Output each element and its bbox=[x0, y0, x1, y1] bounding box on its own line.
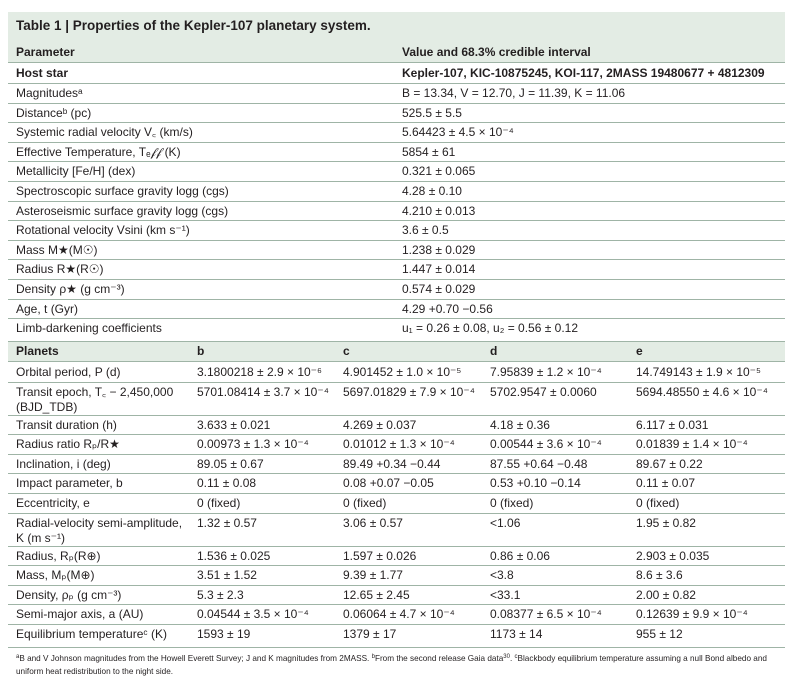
planet-e-value: 955 ± 12 bbox=[636, 627, 683, 641]
planet-d-value: 4.18 ± 0.36 bbox=[490, 418, 550, 432]
host-row-parameter: Asteroseismic surface gravity logg (cgs) bbox=[16, 204, 229, 218]
planet-b-value: 3.633 ± 0.021 bbox=[197, 418, 271, 432]
planet-e-value: 6.117 ± 0.031 bbox=[636, 418, 709, 432]
planet-row-parameter: Orbital period, P (d) bbox=[16, 365, 121, 379]
planet-e-value: 0 (fixed) bbox=[636, 496, 680, 510]
planet-c-value: 4.269 ± 0.037 bbox=[343, 418, 417, 432]
footnote-c-mark: c bbox=[514, 654, 518, 660]
planet-e-value: 14.749143 ± 1.9 × 10⁻⁵ bbox=[636, 365, 761, 379]
planet-row-parameter: Impact parameter, b bbox=[16, 476, 123, 490]
planet-d-value: 0.86 ± 0.06 bbox=[490, 549, 550, 563]
planet-c-value: 1.597 ± 0.026 bbox=[343, 549, 417, 563]
planet-e-value: 5694.48550 ± 4.6 × 10⁻⁴ bbox=[636, 385, 768, 399]
planet-d-value: 87.55 +0.64 −0.48 bbox=[490, 457, 588, 471]
planet-d-value: <33.1 bbox=[490, 588, 521, 602]
planet-row-parameter: Density, ρₚ (g cm⁻³) bbox=[16, 588, 122, 602]
planet-d-value: 7.95839 ± 1.2 × 10⁻⁴ bbox=[490, 365, 602, 379]
footnote-b-end: . bbox=[509, 654, 513, 663]
planet-row-rule bbox=[8, 382, 785, 383]
host-row-value: 4.29 +0.70 −0.56 bbox=[402, 302, 493, 316]
planet-c-value: 9.39 ± 1.77 bbox=[343, 568, 403, 582]
planet-row-parameter: Mass, Mₚ(M⊕) bbox=[16, 568, 95, 582]
planet-c-value: 12.65 ± 2.45 bbox=[343, 588, 410, 602]
host-row-rule bbox=[8, 259, 785, 260]
planets-band bbox=[8, 341, 785, 361]
host-row-rule bbox=[8, 279, 785, 280]
planet-row-parameter-cont: K (m s⁻¹) bbox=[16, 531, 65, 545]
column-header-value: Value and 68.3% credible interval bbox=[402, 45, 591, 59]
planet-d-value: 0.08377 ± 6.5 × 10⁻⁴ bbox=[490, 607, 602, 621]
planet-column-e: e bbox=[636, 344, 643, 358]
host-row-value: 4.28 ± 0.10 bbox=[402, 184, 462, 198]
planet-row-parameter-cont: (BJD_TDB) bbox=[16, 400, 78, 414]
host-row-rule bbox=[8, 103, 785, 104]
planets-rule-top bbox=[8, 341, 785, 342]
planet-e-value: 1.95 ± 0.82 bbox=[636, 516, 696, 530]
planet-d-value: 0.53 +0.10 −0.14 bbox=[490, 476, 581, 490]
planet-b-value: 0.04544 ± 3.5 × 10⁻⁴ bbox=[197, 607, 309, 621]
planet-c-value: 1379 ± 17 bbox=[343, 627, 397, 641]
host-row-rule bbox=[8, 181, 785, 182]
footnote-c: Blackbody equilibrium temperature assuming a null Bond albedo and uniform heat redistribution to the night side. bbox=[16, 654, 767, 676]
planet-row-rule bbox=[8, 493, 785, 494]
planet-e-value: 2.00 ± 0.82 bbox=[636, 588, 696, 602]
planet-b-value: 1.536 ± 0.025 bbox=[197, 549, 271, 563]
planet-b-value: 89.05 ± 0.67 bbox=[197, 457, 264, 471]
planet-b-value: 0.00973 ± 1.3 × 10⁻⁴ bbox=[197, 437, 309, 451]
planet-b-value: 3.51 ± 1.52 bbox=[197, 568, 257, 582]
host-row-parameter: Radius R★(R☉) bbox=[16, 262, 104, 276]
planet-row-rule bbox=[8, 434, 785, 435]
host-row-parameter: Age, t (Gyr) bbox=[16, 302, 79, 316]
host-row-value: 5854 ± 61 bbox=[402, 145, 456, 159]
host-row-parameter: Mass M★(M☉) bbox=[16, 243, 98, 257]
planet-d-value: <1.06 bbox=[490, 516, 521, 530]
host-row-parameter: Metallicity [Fe/H] (dex) bbox=[16, 164, 136, 178]
host-row-parameter: Spectroscopic surface gravity logg (cgs) bbox=[16, 184, 229, 198]
planet-c-value: 0.06064 ± 4.7 × 10⁻⁴ bbox=[343, 607, 455, 621]
host-row-value: 1.238 ± 0.029 bbox=[402, 243, 476, 257]
host-row-parameter: Distanceᵇ (pc) bbox=[16, 106, 92, 120]
host-star-label: Host star bbox=[16, 66, 69, 80]
planet-b-value: 5.3 ± 2.3 bbox=[197, 588, 244, 602]
planet-d-value: 0.00544 ± 3.6 × 10⁻⁴ bbox=[490, 437, 602, 451]
planets-label: Planets bbox=[16, 344, 59, 358]
planet-c-value: 5697.01829 ± 7.9 × 10⁻⁴ bbox=[343, 385, 475, 399]
planet-column-d: d bbox=[490, 344, 498, 358]
planet-row-rule bbox=[8, 565, 785, 566]
planet-b-value: 1593 ± 19 bbox=[197, 627, 251, 641]
planet-row-parameter: Equilibrium temperatureᶜ (K) bbox=[16, 627, 167, 641]
host-row-value: 0.574 ± 0.029 bbox=[402, 282, 476, 296]
planet-e-value: 8.6 ± 3.6 bbox=[636, 568, 683, 582]
planet-d-value: 1173 ± 14 bbox=[490, 627, 543, 641]
planet-row-rule bbox=[8, 473, 785, 474]
host-row-value: 4.210 ± 0.013 bbox=[402, 204, 476, 218]
host-row-rule bbox=[8, 318, 785, 319]
planet-b-value: 3.1800218 ± 2.9 × 10⁻⁶ bbox=[197, 365, 322, 379]
planet-e-value: 2.903 ± 0.035 bbox=[636, 549, 710, 563]
planet-d-value: 5702.9547 ± 0.0060 bbox=[490, 385, 597, 399]
planet-row-parameter: Semi-major axis, a (AU) bbox=[16, 607, 144, 621]
planet-row-rule bbox=[8, 604, 785, 605]
planet-row-parameter: Inclination, i (deg) bbox=[16, 457, 111, 471]
host-row-parameter: Limb-darkening coefficients bbox=[16, 321, 162, 335]
host-row-rule bbox=[8, 299, 785, 300]
planet-b-value: 0 (fixed) bbox=[197, 496, 241, 510]
planet-d-value: <3.8 bbox=[490, 568, 514, 582]
host-row-rule bbox=[8, 201, 785, 202]
host-row-value: 3.6 ± 0.5 bbox=[402, 223, 449, 237]
header-rule bbox=[8, 62, 785, 63]
planet-e-value: 0.01839 ± 1.4 × 10⁻⁴ bbox=[636, 437, 748, 451]
planet-row-parameter: Radius, Rₚ(R⊕) bbox=[16, 549, 101, 563]
planet-c-value: 4.901452 ± 1.0 × 10⁻⁵ bbox=[343, 365, 462, 379]
host-row-parameter: Rotational velocity Vsini (km s⁻¹) bbox=[16, 223, 190, 237]
planet-e-value: 0.11 ± 0.07 bbox=[636, 476, 696, 490]
planet-c-value: 3.06 ± 0.57 bbox=[343, 516, 403, 530]
planet-e-value: 89.67 ± 0.22 bbox=[636, 457, 703, 471]
table-footnotes bbox=[16, 651, 778, 678]
footnote-b-mark: b bbox=[371, 654, 375, 660]
host-row-value: 1.447 ± 0.014 bbox=[402, 262, 476, 276]
header-band bbox=[8, 42, 785, 62]
host-row-value: 525.5 ± 5.5 bbox=[402, 106, 462, 120]
planet-row-rule bbox=[8, 415, 785, 416]
planet-row-parameter: Transit epoch, T꜀ − 2,450,000 bbox=[16, 385, 174, 399]
footer-rule bbox=[8, 647, 785, 648]
planet-c-value: 0 (fixed) bbox=[343, 496, 387, 510]
planet-row-parameter: Transit duration (h) bbox=[16, 418, 117, 432]
planet-c-value: 0.08 +0.07 −0.05 bbox=[343, 476, 434, 490]
host-star-name: Kepler-107, KIC-10875245, KOI-117, 2MASS 19480677 + 4812309 bbox=[402, 66, 765, 80]
planet-b-value: 5701.08414 ± 3.7 × 10⁻⁴ bbox=[197, 385, 329, 399]
host-row-parameter: Effective Temperature, Tₑ𝒻𝒻 (K) bbox=[16, 145, 181, 159]
planet-row-parameter: Radial-velocity semi-amplitude, bbox=[16, 516, 183, 530]
planet-d-value: 0 (fixed) bbox=[490, 496, 534, 510]
planet-b-value: 1.32 ± 0.57 bbox=[197, 516, 257, 530]
table-title: Table 1 | Properties of the Kepler-107 planetary system. bbox=[8, 12, 785, 42]
host-row-value: 5.64423 ± 4.5 × 10⁻⁴ bbox=[402, 125, 514, 139]
planet-row-rule bbox=[8, 454, 785, 455]
host-row-rule bbox=[8, 83, 785, 84]
planet-c-value: 89.49 +0.34 −0.44 bbox=[343, 457, 441, 471]
host-row-parameter: Density ρ★ (g cm⁻³) bbox=[16, 282, 125, 296]
planet-b-value: 0.11 ± 0.08 bbox=[197, 476, 257, 490]
host-row-rule bbox=[8, 142, 785, 143]
footnote-b: From the second release Gaia data bbox=[374, 654, 504, 663]
host-row-value: B = 13.34, V = 12.70, J = 11.39, K = 11.06 bbox=[402, 86, 626, 100]
host-row-rule bbox=[8, 161, 785, 162]
host-row-value: u₁ = 0.26 ± 0.08, u₂ = 0.56 ± 0.12 bbox=[402, 321, 579, 335]
planet-e-value: 0.12639 ± 9.9 × 10⁻⁴ bbox=[636, 607, 748, 621]
host-row-rule bbox=[8, 220, 785, 221]
planet-column-c: c bbox=[343, 344, 350, 358]
host-row-value: 0.321 ± 0.065 bbox=[402, 164, 476, 178]
column-header-parameter: Parameter bbox=[16, 45, 75, 59]
host-row-rule bbox=[8, 240, 785, 241]
footnote-b-ref: 30 bbox=[503, 654, 510, 660]
planet-column-b: b bbox=[197, 344, 205, 358]
host-row-parameter: Magnitudesᵃ bbox=[16, 86, 83, 100]
host-row-rule bbox=[8, 122, 785, 123]
host-row-parameter: Systemic radial velocity V꜀ (km/s) bbox=[16, 125, 193, 139]
footnote-a-mark: a bbox=[16, 654, 20, 660]
planet-row-parameter: Radius ratio Rₚ/R★ bbox=[16, 437, 120, 451]
planet-row-rule bbox=[8, 624, 785, 625]
planets-rule-bottom bbox=[8, 361, 785, 362]
planet-row-rule bbox=[8, 513, 785, 514]
planet-row-parameter: Eccentricity, e bbox=[16, 496, 90, 510]
planet-c-value: 0.01012 ± 1.3 × 10⁻⁴ bbox=[343, 437, 455, 451]
planet-row-rule bbox=[8, 585, 785, 586]
planet-row-rule bbox=[8, 546, 785, 547]
footnote-a: B and V Johnson magnitudes from the Howell Everett Survey; J and K magnitudes from 2MASS. bbox=[19, 654, 370, 663]
